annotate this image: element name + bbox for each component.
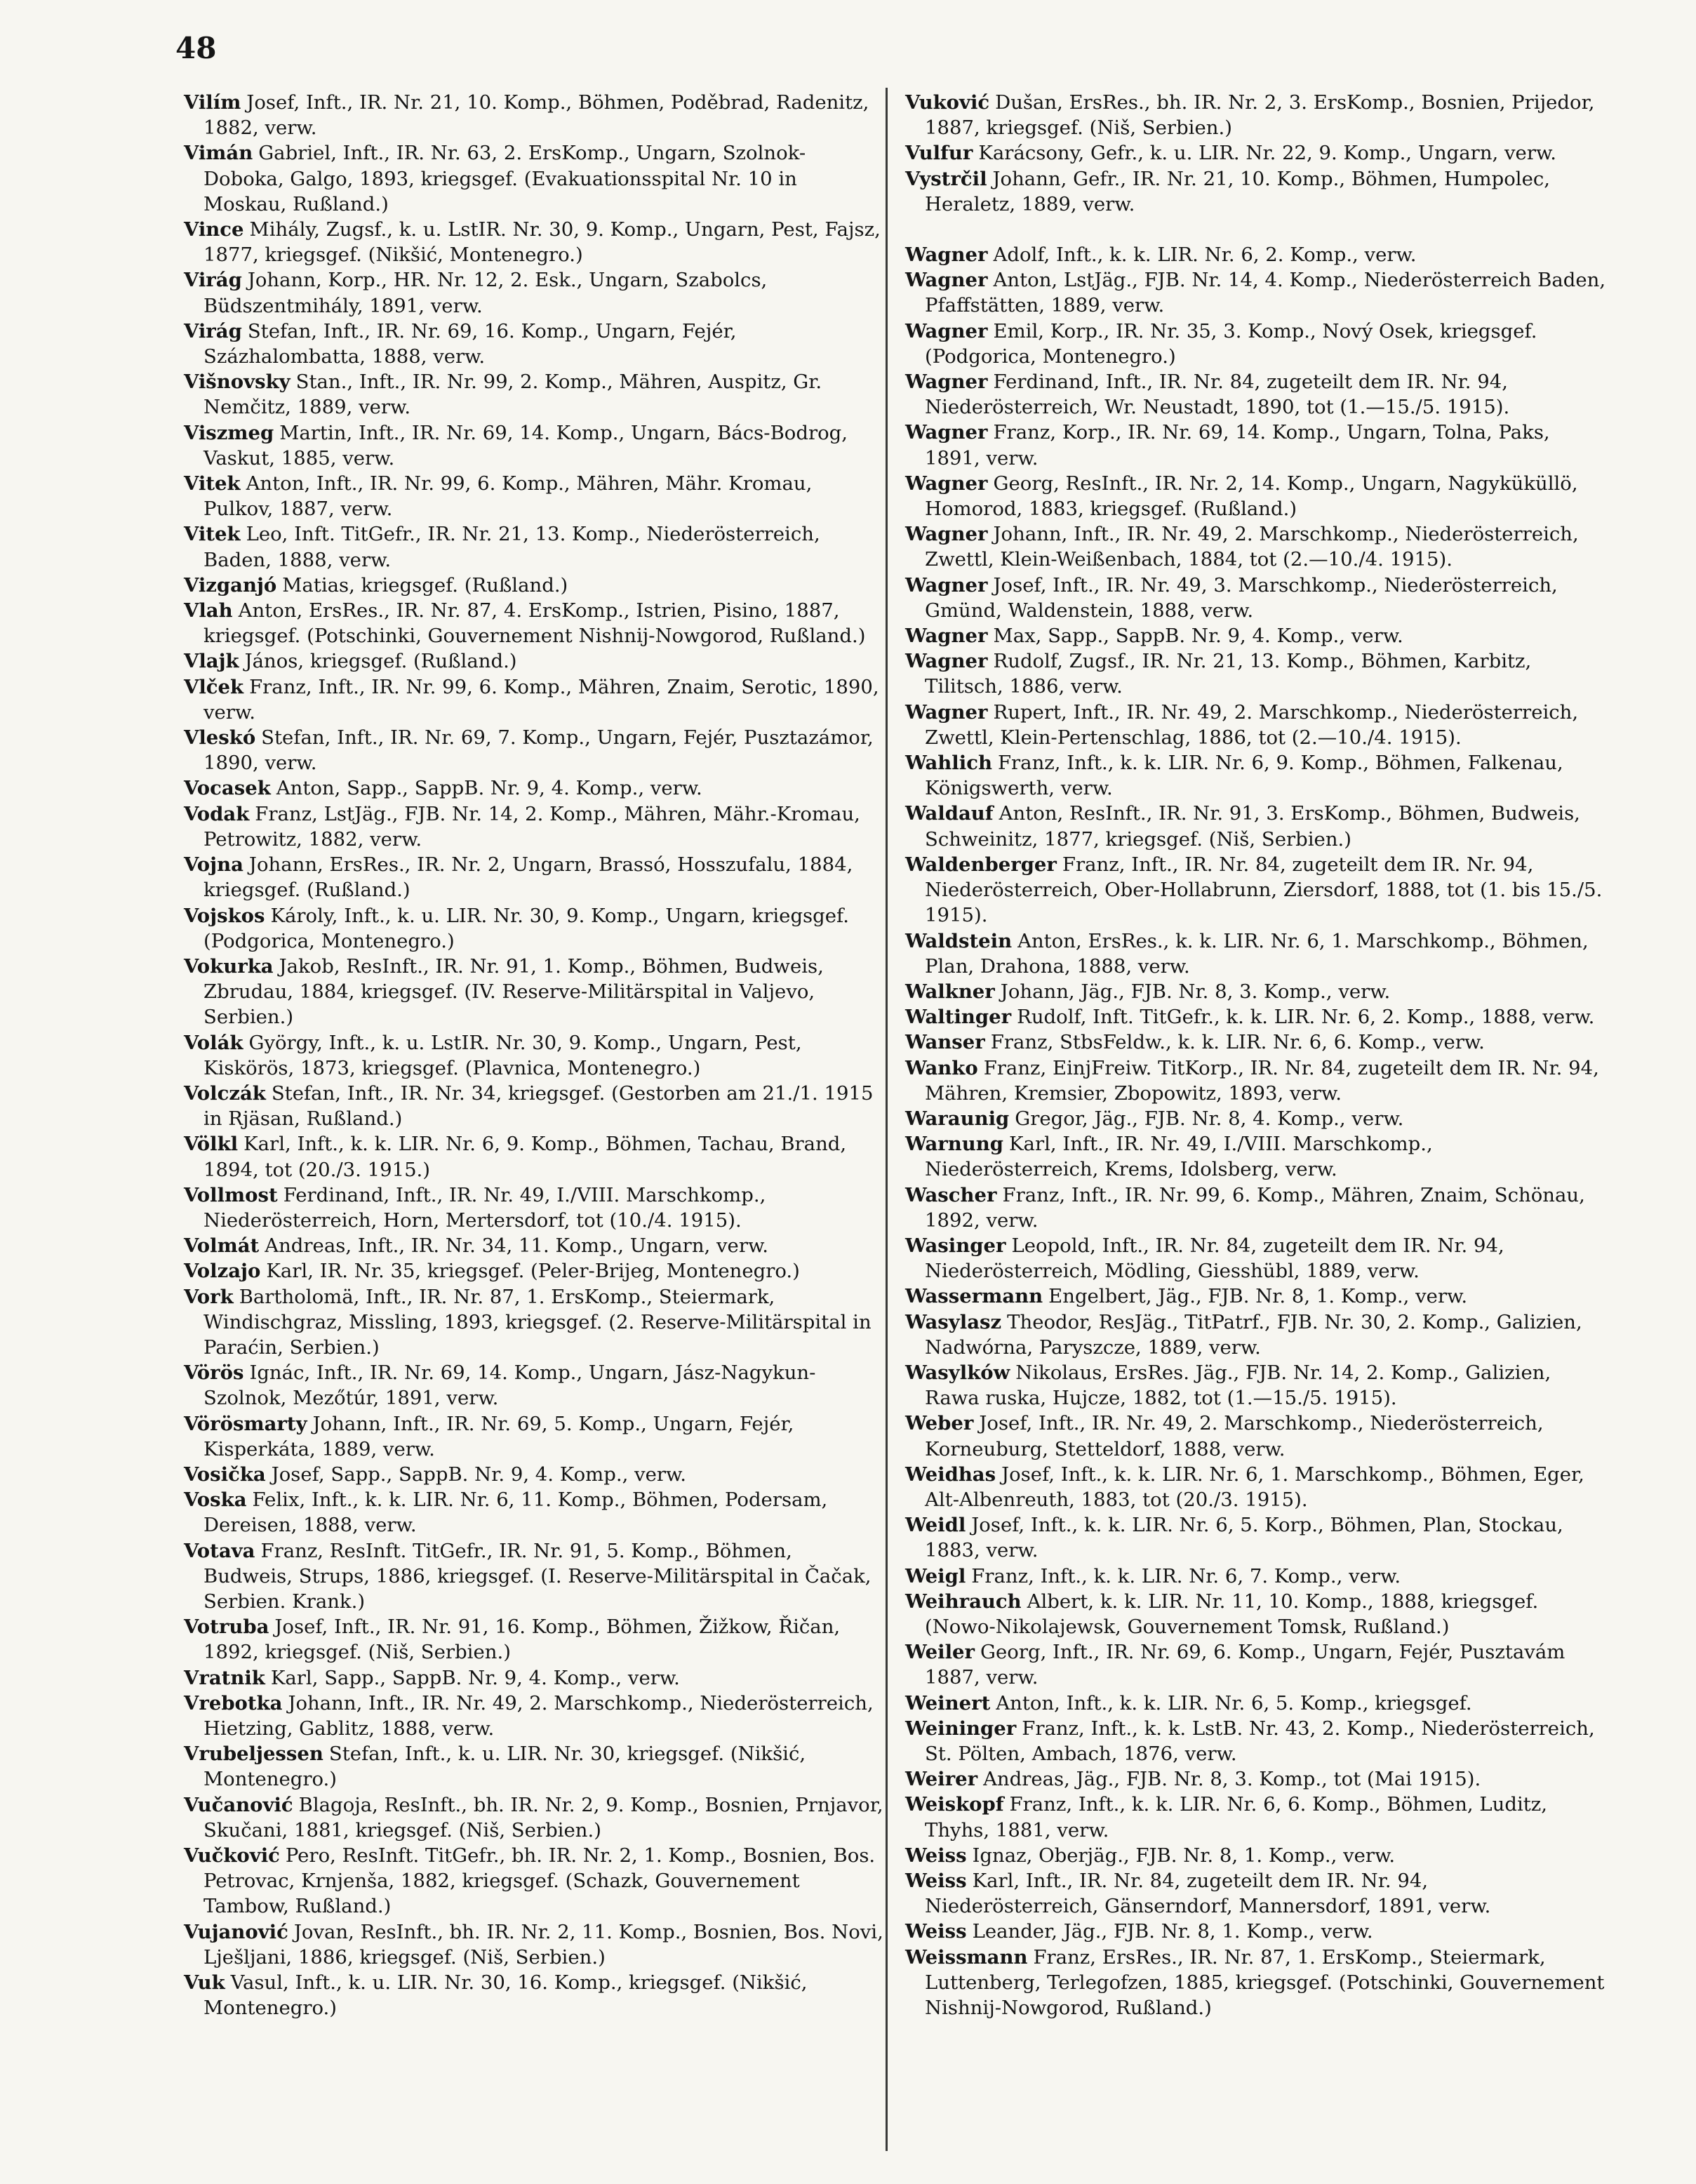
directory-entry (184, 1970, 886, 2020)
entry-details: Franz, ResInft. TitGefr., IR. Nr. 91, 5. Komp., Böhmen, Budweis, Strups, 1886, kriegsgef. (I. Reserve-Militärspital in Čačak, Serbien. Krank.) (203, 1539, 872, 1613)
directory-entry (905, 471, 1607, 521)
entry-details: Karl, Inft., k. k. LIR. Nr. 6, 9. Komp., Böhmen, Tachau, Brand, 1894, tot (20./3. 1915.) (203, 1133, 847, 1181)
entry-surname: Waltinger (905, 1006, 1012, 1029)
entry-surname: Wagner (905, 700, 988, 724)
entry-surname: Volák (184, 1031, 243, 1054)
directory-entry (905, 1056, 1607, 1106)
directory-entry (184, 319, 886, 369)
directory-entry (905, 1004, 1607, 1030)
directory-entry (905, 979, 1607, 1004)
directory-entry (905, 928, 1607, 979)
entry-details: Adolf, Inft., k. k. LIR. Nr. 6, 2. Komp., verw. (993, 244, 1417, 267)
entry-surname: Waraunig (905, 1107, 1010, 1130)
entry-surname: Vörös (184, 1361, 244, 1385)
entry-surname: Vilím (184, 91, 241, 114)
entry-details: Ignaz, Oberjäg., FJB. Nr. 8, 1. Komp., verw. (972, 1844, 1396, 1867)
directory-entry (905, 1411, 1607, 1461)
entry-details: Johann, Inft., IR. Nr. 49, 2. Marschkomp., Niederösterreich, Hietzing, Gablitz, 1888, verw. (203, 1691, 874, 1740)
entry-details: Franz, Korp., IR. Nr. 69, 14. Komp., Ungarn, Tolna, Paks, 1891, verw. (925, 421, 1550, 470)
directory-entry (905, 166, 1607, 217)
entry-details: Andreas, Inft., IR. Nr. 34, 11. Komp., Ungarn, verw. (265, 1234, 768, 1258)
entry-details: Franz, Inft., IR. Nr. 99, 6. Komp., Mähren, Znaim, Serotic, 1890, verw. (203, 675, 879, 724)
page-number: 48 (175, 31, 217, 65)
entry-details: Bartholomä, Inft., IR. Nr. 87, 1. ErsKomp., Steiermark, Windischgraz, Missling, 1893, kriegsgef. (2. Reserve-Militärspital in Paraćin, Serbien.) (203, 1285, 872, 1359)
entry-surname: Vokurka (184, 954, 274, 978)
entry-details: Johann, Gefr., IR. Nr. 21, 10. Komp., Böhmen, Humpolec, Heraletz, 1889, verw. (925, 167, 1550, 215)
entry-details: Stefan, Inft., IR. Nr. 69, 16. Komp., Ungarn, Fejér, Százhalombatta, 1888, verw. (203, 319, 737, 368)
entry-surname: Wahlich (905, 752, 992, 775)
entry-surname: Vujanović (184, 1920, 288, 1943)
entry-surname: Weiskopf (905, 1793, 1004, 1816)
entry-surname: Weissmann (905, 1945, 1028, 1969)
directory-entry (184, 852, 886, 903)
directory-entry (905, 750, 1607, 801)
entry-details: Karácsony, Gefr., k. u. LIR. Nr. 22, 9. Komp., Ungarn, verw. (978, 142, 1556, 165)
entry-details: Emil, Korp., IR. Nr. 35, 3. Komp., Nový Osek, kriegsgef. (Podgorica, Montenegro.) (925, 319, 1537, 368)
entry-details: Josef, Inft., k. k. LIR. Nr. 6, 5. Korp., Böhmen, Plan, Stockau, 1883, verw. (925, 1514, 1563, 1562)
entry-details: Nikolaus, ErsRes. Jäg., FJB. Nr. 14, 2. Komp., Galizien, Rawa ruska, Hujcze, 1882, tot (1.—15./5. 1915). (925, 1361, 1551, 1410)
entry-details: Engelbert, Jäg., FJB. Nr. 8, 1. Komp., verw. (1048, 1285, 1468, 1308)
directory-entry (184, 1360, 886, 1411)
entry-surname: Waldauf (905, 802, 994, 825)
directory-entry (905, 267, 1607, 318)
entry-details: Pero, ResInft. TitGefr., bh. IR. Nr. 2, 1. Komp., Bosnien, Bos. Petrovac, Krnjenša, 1882, kriegsgef. (Schazk, Gouvernement Tambow, Rußland.) (203, 1844, 876, 1918)
directory-entry (905, 1030, 1607, 1055)
directory-entry (184, 775, 886, 801)
entry-surname: Vojskos (184, 904, 265, 927)
entry-details: Dušan, ErsRes., bh. IR. Nr. 2, 3. ErsKomp., Bosnien, Prijedor, 1887, kriegsgef. (Niš, Serbien.) (925, 91, 1595, 140)
directory-entry (184, 217, 886, 267)
entry-details: György, Inft., k. u. LstIR. Nr. 30, 9. Komp., Ungarn, Pest, Kiskörös, 1873, kriegsgef. (Plavnica, Montenegro.) (203, 1031, 802, 1079)
directory-entry (905, 1131, 1607, 1182)
entry-surname: Weigl (905, 1564, 966, 1587)
directory-entry (905, 852, 1607, 928)
entry-surname: Wagner (905, 650, 988, 673)
directory-entry (905, 1233, 1607, 1284)
directory-entry (184, 1284, 886, 1361)
directory-entry (905, 1639, 1607, 1690)
directory-entry (905, 420, 1607, 470)
entry-details: Anton, ErsRes., k. k. LIR. Nr. 6, 1. Marschkomp., Böhmen, Plan, Drahona, 1888, verw. (925, 929, 1589, 978)
entry-surname: Wagner (905, 625, 988, 648)
entry-details: Anton, ResInft., IR. Nr. 91, 3. ErsKomp., Böhmen, Budweis, Schweinitz, 1877, kriegsgef. (Niš, Serbien.) (925, 802, 1580, 851)
directory-entry (905, 242, 1607, 267)
directory-entry (905, 1106, 1607, 1131)
entry-details: Josef, Inft., IR. Nr. 49, 2. Marschkomp., Niederösterreich, Korneuburg, Stetteldorf, 1888, verw. (925, 1412, 1544, 1460)
entry-details: Karl, IR. Nr. 35, kriegsgef. (Peler-Brijeg, Montenegro.) (266, 1260, 800, 1283)
directory-entry (184, 1691, 886, 1741)
directory-entry (184, 1233, 886, 1258)
entry-surname: Wagner (905, 573, 988, 597)
entry-surname: Vojna (184, 853, 243, 877)
entry-details: Josef, Inft., k. k. LIR. Nr. 6, 1. Marschkomp., Böhmen, Eger, Alt-Albenreuth, 1883, tot (20./3. 1915). (925, 1463, 1584, 1511)
entry-surname: Wascher (905, 1183, 997, 1206)
directory-entry (905, 1945, 1607, 2021)
directory-entry (905, 1284, 1607, 1309)
entry-details: Albert, k. k. LIR. Nr. 11, 10. Komp., 1888, kriegsgef. (Nowo-Nikolajewsk, Gouvernement Tomsk, Rußland.) (925, 1590, 1539, 1638)
entry-surname: Vystrčil (905, 167, 987, 190)
entry-surname: Viszmeg (184, 421, 274, 444)
right-column (905, 90, 1607, 2020)
entry-details: Rudolf, Inft. TitGefr., k. k. LIR. Nr. 6, 2. Komp., 1888, verw. (1017, 1006, 1595, 1029)
entry-details: Franz, Inft., k. k. LstB. Nr. 43, 2. Komp., Niederösterreich, St. Pölten, Ambach, 1876, verw. (925, 1717, 1595, 1765)
entry-details: Ferdinand, Inft., IR. Nr. 49, I./VIII. Marschkomp., Niederösterreich, Horn, Mertersdorf, tot (10./4. 1915). (203, 1183, 766, 1232)
entry-details: Rupert, Inft., IR. Nr. 49, 2. Marschkomp., Niederösterreich, Zwettl, Klein-Pertenschlag, 1886, tot (2.—10./4. 1915). (925, 700, 1579, 749)
entry-details: Franz, Inft., k. k. LIR. Nr. 6, 9. Komp., Böhmen, Falkenau, Königswerth, verw. (925, 752, 1563, 800)
entry-surname: Vuk (184, 1971, 225, 1995)
entry-surname: Vizganjó (184, 573, 277, 597)
entry-surname: Wasylasz (905, 1310, 1002, 1333)
directory-entry (184, 140, 886, 217)
directory-entry (184, 267, 886, 318)
directory-entry (184, 598, 886, 648)
entry-surname: Weber (905, 1412, 974, 1435)
entry-surname: Vučković (184, 1844, 280, 1867)
entry-surname: Votruba (184, 1616, 269, 1639)
entry-details: Anton, Inft., k. k. LIR. Nr. 6, 5. Komp., kriegsgef. (996, 1691, 1472, 1714)
entry-details: Andreas, Jäg., FJB. Nr. 8, 3. Komp., tot (Mai 1915). (983, 1768, 1481, 1791)
directory-entry (905, 319, 1607, 369)
entry-details: Franz, Inft., k. k. LIR. Nr. 6, 6. Komp., Böhmen, Luditz, Thyhs, 1881, verw. (925, 1793, 1548, 1842)
entry-details: Franz, Inft., IR. Nr. 84, zugeteilt dem IR. Nr. 94, Niederösterreich, Ober-Hollabrunn, Ziersdorf, 1888, tot (1. bis 15./5. 1915). (925, 853, 1603, 927)
directory-entry (905, 648, 1607, 699)
entry-details: Stefan, Inft., k. u. LIR. Nr. 30, kriegsgef. (Nikšić, Montenegro.) (203, 1743, 806, 1791)
entry-details: Gabriel, Inft., IR. Nr. 63, 2. ErsKomp., Ungarn, Szolnok-Doboka, Galgo, 1893, kriegsgef. (Evakuationsspital Nr. 10 in Moskau, Rußland.) (203, 142, 806, 215)
entry-details: Leo, Inft. TitGefr., IR. Nr. 21, 13. Komp., Niederösterreich, Baden, 1888, verw. (203, 523, 820, 571)
entry-surname: Votava (184, 1539, 255, 1562)
directory-entry (905, 1462, 1607, 1512)
entry-surname: Vrebotka (184, 1691, 283, 1714)
directory-entry (905, 1589, 1607, 1639)
entry-details: Stefan, Inft., IR. Nr. 69, 7. Komp., Ungarn, Fejér, Pusztazámor, 1890, verw. (203, 726, 874, 775)
directory-entry (905, 140, 1607, 166)
entry-details: Karl, Inft., IR. Nr. 49, I./VIII. Marschkomp., Niederösterreich, Krems, Idolsberg, verw. (925, 1133, 1433, 1181)
directory-entry (184, 420, 886, 471)
entry-details: Georg, ResInft., IR. Nr. 2, 14. Komp., Ungarn, Nagyküküllö, Homorod, 1883, kriegsgef. (Rußland.) (925, 472, 1578, 521)
directory-entry (184, 573, 886, 598)
entry-surname: Wanko (905, 1056, 978, 1079)
entry-surname: Wagner (905, 421, 988, 444)
entry-surname: Wagner (905, 319, 988, 342)
directory-entry (184, 903, 886, 954)
directory-entry (184, 648, 886, 674)
directory-entry (905, 1868, 1607, 1919)
directory-entry (184, 90, 886, 140)
entry-surname: Wassermann (905, 1285, 1043, 1308)
entry-details: Károly, Inft., k. u. LIR. Nr. 30, 9. Komp., Ungarn, kriegsgef. (Podgorica, Montenegro.) (203, 904, 849, 952)
entry-surname: Višnovsky (184, 371, 291, 394)
entry-details: Franz, EinjFreiw. TitKorp., IR. Nr. 84, zugeteilt dem IR. Nr. 94, Mähren, Kremsier, Zbopowitz, 1893, verw. (925, 1056, 1599, 1105)
entry-details: Vasul, Inft., k. u. LIR. Nr. 30, 16. Komp., kriegsgef. (Nikšić, Montenegro.) (203, 1971, 808, 2020)
directory-entry (184, 1131, 886, 1182)
entry-surname: Volzajo (184, 1260, 261, 1283)
directory-entry (905, 1310, 1607, 1360)
entry-surname: Weiss (905, 1920, 967, 1943)
entry-surname: Virág (184, 269, 242, 292)
entry-details: Franz, Inft., k. k. LIR. Nr. 6, 7. Komp., verw. (971, 1564, 1401, 1587)
entry-surname: Wasinger (905, 1234, 1006, 1257)
left-column (184, 90, 886, 2020)
entry-details: Max, Sapp., SappB. Nr. 9, 4. Komp., verw. (993, 625, 1403, 648)
directory-entry (905, 1919, 1607, 1944)
entry-surname: Vince (184, 218, 244, 241)
entry-details: János, kriegsgef. (Rußland.) (244, 650, 517, 673)
entry-details: Franz, ErsRes., IR. Nr. 87, 1. ErsKomp., Steiermark, Luttenberg, Terlegofzen, 1885, kriegsgef. (Potschinki, Gouvernement Nishnij-Nowgorod, Rußland.) (925, 1945, 1605, 2020)
entry-details: Anton, ErsRes., IR. Nr. 87, 4. ErsKomp., Istrien, Pisino, 1887, kriegsgef. (Potschinki, Gouvernement Nishnij-Nowgorod, Rußland.) (203, 599, 866, 648)
entry-surname: Weirer (905, 1768, 978, 1791)
entry-details: Karl, Sapp., SappB. Nr. 9, 4. Komp., verw. (270, 1666, 680, 1689)
entry-details: Josef, Inft., IR. Nr. 49, 3. Marschkomp., Niederösterreich, Gmünd, Waldenstein, 1888, verw. (925, 573, 1558, 622)
entry-surname: Vlah (184, 599, 233, 622)
entry-surname: Weiler (905, 1641, 975, 1664)
directory-entry (905, 369, 1607, 420)
entry-surname: Vuković (905, 91, 990, 114)
entry-details: Franz, LstJäg., FJB. Nr. 14, 2. Komp., Mähren, Mähr.-Kromau, Petrowitz, 1882, verw. (203, 802, 860, 851)
entry-details: Johann, ErsRes., IR. Nr. 2, Ungarn, Brassó, Hosszufalu, 1884, kriegsgef. (Rußland.) (203, 853, 853, 902)
entry-surname: Virág (184, 319, 242, 342)
entry-details: Ferdinand, Inft., IR. Nr. 84, zugeteilt dem IR. Nr. 94, Niederösterreich, Wr. Neustadt, 1890, tot (1.—15./5. 1915). (925, 371, 1510, 419)
directory-entry (184, 1081, 886, 1131)
directory-entry (905, 1564, 1607, 1589)
entry-surname: Wagner (905, 371, 988, 394)
entry-surname: Vollmost (184, 1183, 278, 1206)
directory-entry (184, 1487, 886, 1538)
directory-entry (184, 1741, 886, 1792)
entry-details: Anton, LstJäg., FJB. Nr. 14, 4. Komp., Niederösterreich Baden, Pfaffstätten, 1889, verw. (925, 269, 1606, 317)
entry-surname: Wagner (905, 244, 988, 267)
directory-entry (905, 1792, 1607, 1842)
entry-details: Theodor, ResJäg., TitPatrf., FJB. Nr. 30, 2. Komp., Galizien, Nadwórna, Paryszcze, 1889, verw. (925, 1310, 1582, 1359)
entry-surname: Warnung (905, 1133, 1004, 1156)
entry-surname: Vlajk (184, 650, 239, 673)
entry-details: Leander, Jäg., FJB. Nr. 8, 1. Komp., verw. (972, 1920, 1373, 1943)
entry-surname: Weininger (905, 1717, 1017, 1740)
directory-entry (184, 1665, 886, 1691)
entry-details: Josef, Inft., IR. Nr. 91, 16. Komp., Böhmen, Žižkow, Řičan, 1892, kriegsgef. (Niš, Serbien.) (203, 1616, 841, 1664)
directory-entry (905, 1766, 1607, 1792)
entry-details: Karl, Inft., IR. Nr. 84, zugeteilt dem IR. Nr. 94, Niederösterreich, Gänserndorf, Mannersdorf, 1891, verw. (925, 1870, 1491, 1918)
directory-entry (905, 1512, 1607, 1563)
directory-entry (184, 1411, 886, 1462)
entry-surname: Vimán (184, 142, 253, 165)
entry-details: Stan., Inft., IR. Nr. 99, 2. Komp., Mähren, Auspitz, Gr. Nemčitz, 1889, verw. (203, 371, 822, 419)
directory-entry (905, 1691, 1607, 1716)
directory-entry (184, 1258, 886, 1284)
entry-surname: Vučanović (184, 1793, 293, 1816)
entry-surname: Walkner (905, 980, 995, 1003)
directory-entry (905, 1360, 1607, 1411)
entry-details: Johann, Jäg., FJB. Nr. 8, 3. Komp., verw. (1000, 980, 1391, 1003)
entry-surname: Vulfur (905, 142, 973, 165)
directory-entry (184, 801, 886, 852)
entry-surname: Weiss (905, 1870, 967, 1893)
directory-entry (184, 369, 886, 420)
entry-surname: Wagner (905, 269, 988, 292)
entry-details: Jovan, ResInft., bh. IR. Nr. 2, 11. Komp., Bosnien, Bos. Novi, Lješljani, 1886, kriegsgef. (Niš, Serbien.) (203, 1920, 883, 1969)
entry-surname: Völkl (184, 1133, 239, 1156)
entry-surname: Vitek (184, 523, 241, 546)
entry-details: Franz, Inft., IR. Nr. 99, 6. Komp., Mähren, Znaim, Schönau, 1892, verw. (925, 1183, 1585, 1232)
entry-surname: Vratnik (184, 1666, 265, 1689)
entry-details: Mihály, Zugsf., k. u. LstIR. Nr. 30, 9. Komp., Ungarn, Pest, Fajsz, 1877, kriegsgef. (Nikšić, Montenegro.) (203, 218, 881, 267)
entry-surname: Vodak (184, 802, 250, 825)
entry-details: Josef, Inft., IR. Nr. 21, 10. Komp., Böhmen, Poděbrad, Radenitz, 1882, verw. (203, 91, 869, 140)
entry-surname: Volmát (184, 1234, 260, 1258)
directory-entry (184, 1614, 886, 1665)
directory-entry (905, 623, 1607, 648)
entry-details: Blagoja, ResInft., bh. IR. Nr. 2, 9. Komp., Bosnien, Prnjavor, Skučani, 1881, kriegsgef. (Niš, Serbien.) (203, 1793, 883, 1842)
entry-details: Johann, Inft., IR. Nr. 69, 5. Komp., Ungarn, Fejér, Kisperkáta, 1889, verw. (203, 1412, 794, 1460)
directory-entry (184, 954, 886, 1030)
entry-surname: Wanser (905, 1031, 985, 1054)
entry-details: Josef, Sapp., SappB. Nr. 9, 4. Komp., verw. (271, 1463, 687, 1486)
entry-surname: Vocasek (184, 777, 271, 800)
directory-entry (184, 1030, 886, 1081)
entry-surname: Vosička (184, 1463, 266, 1486)
entry-surname: Wasylków (905, 1361, 1010, 1384)
entry-surname: Weidhas (905, 1463, 996, 1486)
entry-details: Felix, Inft., k. k. LIR. Nr. 6, 11. Komp., Böhmen, Podersam, Dereisen, 1888, verw. (203, 1489, 828, 1537)
directory-entry (184, 1183, 886, 1233)
entry-details: Leopold, Inft., IR. Nr. 84, zugeteilt dem IR. Nr. 94, Niederösterreich, Mödling, Giesshübl, 1889, verw. (925, 1234, 1504, 1283)
entry-details: Johann, Inft., IR. Nr. 49, 2. Marschkomp., Niederösterreich, Zwettl, Klein-Weißenbach, 1884, tot (2.—10./4. 1915). (925, 523, 1579, 571)
entry-surname: Waldstein (905, 929, 1013, 952)
entry-surname: Weinert (905, 1691, 991, 1714)
entry-details: Gregor, Jäg., FJB. Nr. 8, 4. Komp., verw. (1015, 1107, 1404, 1130)
entry-surname: Vlček (184, 675, 244, 698)
directory-entry (184, 1462, 886, 1487)
entry-surname: Vork (184, 1285, 234, 1308)
entry-details: Stefan, Inft., IR. Nr. 34, kriegsgef. (Gestorben am 21./1. 1915 in Rjäsan, Rußland.) (203, 1081, 874, 1131)
entry-details: Anton, Sapp., SappB. Nr. 9, 4. Komp., verw. (276, 777, 702, 800)
entry-surname: Vitek (184, 472, 241, 495)
directory-entry (905, 1183, 1607, 1233)
entry-surname: Wagner (905, 472, 988, 495)
entry-surname: Weihrauch (905, 1590, 1022, 1613)
column-divider (886, 88, 888, 2151)
directory-entry (905, 90, 1607, 140)
entry-surname: Weidl (905, 1514, 966, 1537)
entry-details: Franz, StbsFeldw., k. k. LIR. Nr. 6, 6. Komp., verw. (990, 1031, 1485, 1054)
directory-entry (184, 1919, 886, 1970)
entry-surname: Weiss (905, 1844, 967, 1867)
directory-entry (905, 521, 1607, 572)
directory-entry (184, 1792, 886, 1843)
entry-details: Georg, Inft., IR. Nr. 69, 6. Komp., Ungarn, Fejér, Pusztavám 1887, verw. (925, 1641, 1565, 1689)
entry-surname: Waldenberger (905, 853, 1057, 876)
entry-details: Matias, kriegsgef. (Rußland.) (282, 573, 568, 597)
directory-entry (184, 1843, 886, 1919)
directory-entry (905, 700, 1607, 750)
entry-details: Johann, Korp., HR. Nr. 12, 2. Esk., Ungarn, Szabolcs, Büdszentmihály, 1891, verw. (203, 269, 768, 317)
entry-details: Ignác, Inft., IR. Nr. 69, 14. Komp., Ungarn, Jász-Nagykun-Szolnok, Mezőtúr, 1891, verw. (203, 1361, 816, 1410)
entry-details: Rudolf, Zugsf., IR. Nr. 21, 13. Komp., Böhmen, Karbitz, Tilitsch, 1886, verw. (925, 650, 1532, 698)
entry-surname: Vleskó (184, 726, 256, 750)
directory-entry (184, 725, 886, 775)
entry-details: Anton, Inft., IR. Nr. 99, 6. Komp., Mähren, Mähr. Kromau, Pulkov, 1887, verw. (203, 472, 813, 521)
directory-entry (905, 801, 1607, 851)
directory-entry (905, 573, 1607, 623)
entry-surname: Volczák (184, 1081, 266, 1105)
directory-entry (905, 1716, 1607, 1766)
directory-entry (184, 674, 886, 725)
entry-surname: Wagner (905, 523, 988, 546)
directory-entry (905, 1843, 1607, 1868)
directory-entry (184, 521, 886, 572)
entry-details: Martin, Inft., IR. Nr. 69, 14. Komp., Ungarn, Bács-Bodrog, Vaskut, 1885, verw. (203, 421, 848, 470)
entry-surname: Vörösmarty (184, 1412, 307, 1435)
entry-surname: Voska (184, 1489, 247, 1512)
directory-entry (184, 1538, 886, 1615)
entry-details: Jakob, ResInft., IR. Nr. 91, 1. Komp., Böhmen, Budweis, Zbrudau, 1884, kriegsgef. (IV. Reserve-Militärspital in Valjevo, Serbien.) (203, 954, 824, 1029)
entry-surname: Vrubeljessen (184, 1743, 323, 1766)
directory-entry (184, 471, 886, 521)
